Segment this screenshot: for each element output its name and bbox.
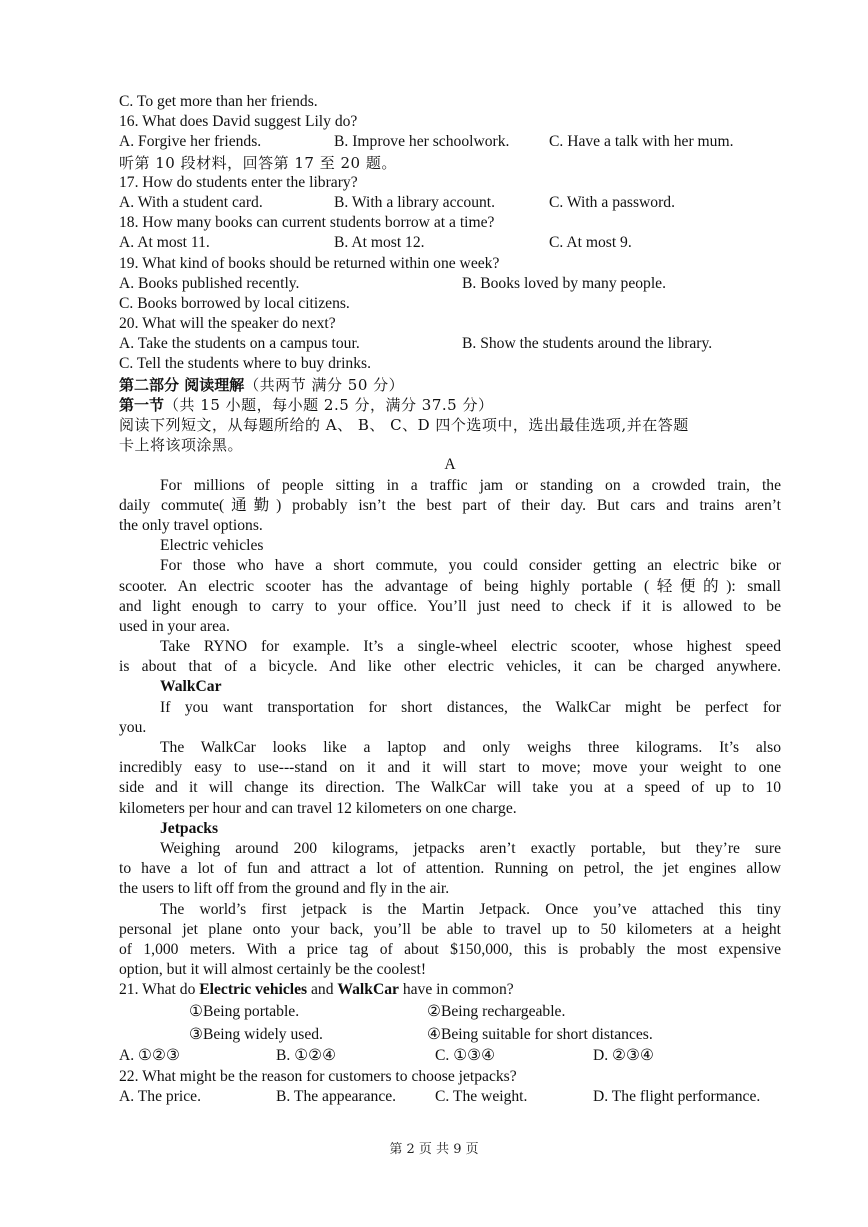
q17-option-a: A. With a student card. — [119, 193, 263, 211]
heading-electric-vehicles: Electric vehicles — [160, 537, 264, 555]
q22-option-d: D. The flight performance. — [593, 1087, 761, 1105]
q21-stem-mid: and — [307, 981, 338, 999]
passage-line: option, but it will almost certainly be the coolest! — [119, 961, 427, 979]
q21-items-row2 — [119, 1023, 781, 1046]
q19-option-c: C. Books borrowed by local citizens. — [119, 294, 350, 312]
reading-instruction-line2: 卡上将该项涂黑。 — [119, 436, 244, 455]
passage-line: If you want transportation for short distances, the WalkCar might be perfect for — [160, 698, 781, 716]
passage-line: personal jet plane onto your back, you’ll be able to travel up to 50 kilometers at a height — [119, 920, 781, 938]
q21-option-a: A. ①②③ — [119, 1047, 180, 1065]
q21-stem-start: 21. What do — [119, 981, 200, 999]
part2-title: 第二部分 阅读理解 — [119, 375, 245, 394]
section1-title: 第一节 — [119, 395, 165, 414]
section1-note: （共 15 小题，每小题 2.5 分，满分 37.5 分） — [164, 395, 494, 414]
q21-keyword-electric: Electric vehicles — [199, 981, 308, 999]
passage-line: The world’s first jetpack is the Martin Jetpack. Once you’ve attached this tiny — [160, 900, 781, 918]
q20-stem: 20. What will the speaker do next? — [119, 315, 336, 333]
passage-line: of 1,000 meters. With a price tag of about $150,000, this is probably the most expensive — [119, 940, 781, 958]
passage-line: scooter. An electric scooter has the advantage of being highly portable (轻便的): small — [119, 577, 781, 595]
passage-line: The WalkCar looks like a laptop and only weighs three kilograms. It’s also — [160, 739, 781, 756]
q18-options — [119, 233, 781, 253]
q21-items-row1 — [119, 1000, 781, 1023]
reading-instruction-line1: 阅读下列短文，从每题所给的 A、 B、 C、D 四个选项中，选出最佳选项,并在答题 — [119, 416, 689, 434]
passage-line: daily commute(通勤) probably isn’t the best part of their day. But cars and trains aren’t — [119, 496, 781, 514]
q21-item: ①Being portable. — [189, 1003, 300, 1021]
passage-line: incredibly easy to use---stand on it and it will start to move; move your weight to one — [119, 759, 781, 777]
q16-stem: 16. What does David suggest Lily do? — [119, 113, 358, 131]
q21-keyword-walkcar: WalkCar — [337, 981, 399, 999]
q22-stem: 22. What might be the reason for customers to choose jetpacks? — [119, 1067, 517, 1085]
section1-heading — [119, 395, 781, 415]
q21-option-c: C. ①③④ — [435, 1047, 496, 1065]
q22-option-b: B. The appearance. — [276, 1087, 397, 1105]
q18-option-a: A. At most 11. — [119, 234, 210, 252]
q19-option-a: A. Books published recently. — [119, 274, 300, 292]
q16-option-b: B. Improve her schoolwork. — [334, 133, 510, 151]
q16-option-c: C. Have a talk with her mum. — [549, 133, 734, 151]
q22-option-c: C. The weight. — [435, 1087, 528, 1105]
q20-option-c: C. Tell the students where to buy drinks. — [119, 355, 371, 373]
q20-option-b: B. Show the students around the library. — [462, 335, 713, 353]
passage-line: For those who have a short commute, you could consider getting an electric bike or — [160, 557, 781, 575]
q19-option-b: B. Books loved by many people. — [462, 274, 666, 292]
q18-option-b: B. At most 12. — [334, 234, 425, 252]
q22-options — [119, 1087, 781, 1107]
q19-options-ab — [119, 274, 781, 294]
q22-option-a: A. The price. — [119, 1087, 201, 1105]
passage-label: A — [444, 456, 456, 474]
q15-option-c: C. To get more than her friends. — [119, 93, 318, 110]
q21-item: ④Being suitable for short distances. — [427, 1026, 653, 1044]
q16-options — [119, 132, 781, 152]
passage-line: you. — [119, 718, 147, 736]
q18-stem: 18. How many books can current students borrow at a time? — [119, 214, 495, 232]
page-number-footer: 第 2 页 共 9 页 — [389, 1142, 479, 1157]
passage-line: Take RYNO for example. It’s a single-wheel electric scooter, whose highest speed — [160, 638, 781, 656]
passage-line: Weighing around 200 kilograms, jetpacks aren’t exactly portable, but they’re sure — [160, 839, 781, 857]
q21-options — [119, 1046, 781, 1066]
passage-line: used in your area. — [119, 617, 230, 635]
section10-instruction: 听第 10 段材料，回答第 17 至 20 题。 — [119, 153, 397, 172]
q17-option-b: B. With a library account. — [334, 193, 496, 211]
q21-item: ②Being rechargeable. — [427, 1003, 566, 1021]
passage-line: For millions of people sitting in a traffic jam or standing on a crowded train, the — [160, 476, 781, 494]
q16-option-a: A. Forgive her friends. — [119, 133, 262, 151]
passage-line: kilometers per hour and can travel 12 kilometers on one charge. — [119, 799, 517, 817]
heading-jetpacks: Jetpacks — [160, 819, 219, 837]
q21-stem — [119, 980, 781, 1000]
part2-heading — [119, 375, 781, 395]
passage-line: is about that of a bicycle. And like other electric vehicles, it can be charged anywhere. — [119, 658, 781, 676]
exam-page — [119, 92, 781, 1107]
q21-stem-end: have in common? — [398, 981, 514, 999]
heading-walkcar: WalkCar — [160, 678, 222, 696]
q17-option-c: C. With a password. — [549, 193, 675, 211]
passage-line: side and it will change its direction. The WalkCar will take you at a speed of up to 10 — [119, 779, 781, 797]
passage-line: the only travel options. — [119, 516, 263, 534]
passage-line: to have a lot of fun and attract a lot of attention. Running on petrol, the jet engines allow — [119, 860, 781, 878]
q21-option-b: B. ①②④ — [276, 1047, 337, 1065]
q21-item: ③Being widely used. — [189, 1026, 323, 1044]
passage-line: the users to lift off from the ground and fly in the air. — [119, 880, 450, 898]
part2-note: （共两节 满分 50 分） — [244, 375, 405, 394]
q17-stem: 17. How do students enter the library? — [119, 173, 358, 191]
q19-stem: 19. What kind of books should be returned within one week? — [119, 254, 500, 272]
q20-options-ab — [119, 334, 781, 354]
q21-option-d: D. ②③④ — [593, 1047, 654, 1065]
q18-option-c: C. At most 9. — [549, 234, 632, 252]
passage-line: and light enough to carry to your office. You’ll just need to check if it is allowed to be — [119, 597, 781, 615]
q17-options — [119, 193, 781, 213]
q20-option-a: A. Take the students on a campus tour. — [119, 335, 360, 353]
